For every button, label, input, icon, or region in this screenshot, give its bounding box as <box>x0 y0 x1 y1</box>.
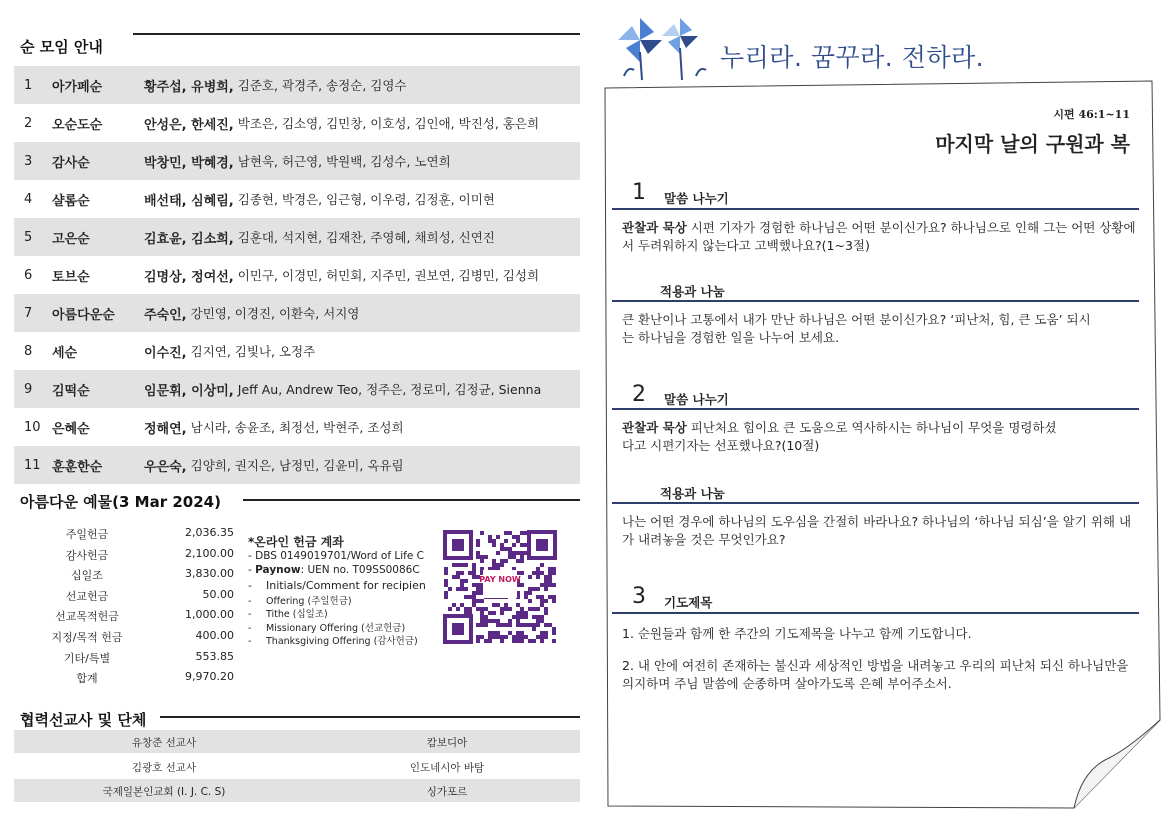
group-number: 2 <box>24 115 33 131</box>
group-name: 김떡순 <box>52 383 90 399</box>
group-leaders: 배선태, 심혜림, <box>144 193 234 209</box>
group-leaders: 김효윤, 김소희, <box>144 231 234 247</box>
group-number: 8 <box>24 343 33 359</box>
banner-slogan: 누리라. 꿈꾸라. 전하라. <box>720 43 985 72</box>
account-item: - Missionary Offering (선교헌금) <box>248 622 406 634</box>
offering-label: 선교목적헌금 <box>55 610 119 624</box>
group-number: 6 <box>24 267 33 283</box>
group-name: 아가페순 <box>52 79 103 95</box>
account-item-text: Tithe (십일조) <box>266 609 328 620</box>
group-name: 샬롬순 <box>52 193 90 209</box>
section-1-sub-line <box>612 300 1139 302</box>
paynow-uen: : UEN no. T09SS0086C <box>300 564 420 576</box>
group-leaders: 정해연, <box>144 421 187 437</box>
group-row <box>14 408 580 446</box>
group-row <box>14 370 580 408</box>
group-name: 세순 <box>52 345 78 361</box>
account-title: *온라인 헌금 계좌 <box>248 535 344 549</box>
mission-row <box>14 755 580 778</box>
offering-value: 50.00 <box>202 587 234 601</box>
prayer-item-1: 1. 순원들과 함께 한 주간의 기도제목을 나누고 함께 기도합니다. <box>622 626 972 641</box>
group-leaders: 임문휘, 이상미, <box>144 383 234 399</box>
mission-place: 싱가포르 <box>426 786 468 798</box>
section-3-heading: 기도제목 <box>664 595 713 610</box>
pinwheel-icon <box>612 12 712 82</box>
group-row <box>14 104 580 142</box>
group-row <box>14 142 580 180</box>
group-row <box>14 66 580 104</box>
group-name: 고은순 <box>52 231 90 247</box>
offering-label: 지정/목적 헌금 <box>51 631 123 644</box>
group-members: Jeff Au, Andrew Teo, 정주은, 정로미, 김정균, Sienna <box>237 382 542 397</box>
group-number: 9 <box>24 381 33 397</box>
mission-place: 인도네시아 바탐 <box>409 761 485 774</box>
groups-title-rule <box>133 33 580 35</box>
missions-title: 협력선교사 및 단체 <box>20 711 147 729</box>
group-row <box>14 294 580 332</box>
section-3-number: 3 <box>632 584 646 609</box>
paynow-qr-code <box>443 530 557 644</box>
group-name: 훈훈한순 <box>52 459 103 475</box>
account-item: - Offering (주일헌금) <box>248 595 352 607</box>
offering-value: 400.00 <box>195 629 234 642</box>
account-item: - Thanksgiving Offering (감사헌금) <box>248 636 418 647</box>
group-leaders: 주숙인, <box>144 307 187 323</box>
group-row <box>14 332 580 370</box>
account-item-text: Missionary Offering (선교헌금) <box>266 622 406 634</box>
prayer-item-2: 2. 내 안에 여전히 존재하는 불신과 세상적인 방법을 내려놓고 우리의 피난처 되신 하나님만을 의지하며 주님 말씀에 순종하며 살아가도록 은혜 부어주소서. <box>622 658 1129 691</box>
offering-label: 선교헌금 <box>65 589 109 603</box>
section-1-heading: 말씀 나누기 <box>664 191 729 206</box>
offering-label: 십일조 <box>71 569 103 583</box>
group-number: 11 <box>24 457 41 473</box>
section-1-lead: 관찰과 묵상 <box>622 220 687 235</box>
group-number: 1 <box>24 77 33 93</box>
group-members: 김지연, 김빛나, 오정주 <box>190 344 316 359</box>
group-number: 10 <box>24 419 41 435</box>
offering-label: 합계 <box>76 672 98 686</box>
account-item-text: Initials/Comment for recipien <box>266 579 426 592</box>
group-members: 남시라, 송윤조, 최정선, 박현주, 조성희 <box>190 420 404 435</box>
account-paynow: - Paynow: UEN no. T09SS0086C <box>248 564 420 576</box>
group-row <box>14 256 580 294</box>
scripture-reference: 시편 46:1~11 <box>1053 108 1130 121</box>
mission-name: 유창준 선교사 <box>131 737 197 749</box>
group-row <box>14 446 580 484</box>
group-leaders: 이수진, <box>144 345 187 361</box>
offering-label: 주일헌금 <box>65 528 109 541</box>
group-row <box>14 218 580 256</box>
account-dbs: - DBS 0149019701/Word of Life C <box>248 550 424 562</box>
mission-name: 김광호 선교사 <box>131 761 197 774</box>
group-name: 아름다운순 <box>52 307 115 323</box>
sermon-title: 마지막 날의 구원과 복 <box>935 132 1130 156</box>
section-2-line <box>612 408 1139 410</box>
section-2-sub-line <box>612 502 1139 504</box>
group-leaders: 안성은, 한세진, <box>144 117 234 133</box>
offering-value: 2,100.00 <box>185 546 234 560</box>
section-1-subheading: 적용과 나눔 <box>660 284 725 299</box>
section-2-question <box>622 419 1062 455</box>
section-1-number: 1 <box>632 180 646 205</box>
group-row <box>14 180 580 218</box>
group-members: 이민구, 이경민, 허민회, 지주민, 권보연, 김병민, 김성희 <box>237 268 540 283</box>
section-1-question <box>622 219 1137 255</box>
section-1-application: 큰 환난이나 고통에서 내가 만난 하나님은 어떤 분이신가요? ‘피난처, 힘, 큰 도움’ 되시는 하나님을 경험한 일을 나누어 보세요. <box>622 312 1091 345</box>
group-members: 김종현, 박경은, 임근형, 이우령, 김정훈, 이미현 <box>237 192 495 207</box>
group-leaders: 우은숙, <box>144 459 187 475</box>
paynow-label: Paynow <box>255 564 301 576</box>
account-item: - Initials/Comment for recipien <box>248 579 426 592</box>
group-name: 토브순 <box>52 269 90 285</box>
group-members: 박조은, 김소영, 김민창, 이호성, 김인애, 박진성, 홍은희 <box>237 116 540 131</box>
offering-label: 감사헌금 <box>65 548 109 562</box>
mission-name: 국제일본인교회 (I. J. C. S) <box>102 786 226 798</box>
offering-title-rule <box>243 499 580 501</box>
groups-title: 순 모임 안내 <box>20 38 103 56</box>
account-item-text: Offering (주일헌금) <box>266 595 352 607</box>
section-2-text: 피난처요 힘이요 큰 도움으로 역사하시는 하나님이 무엇을 명령하셨다고 시편기자는 선포했나요?(10절) <box>622 420 1057 453</box>
offering-value: 9,970.20 <box>185 670 234 684</box>
offering-label: 기타/특별 <box>63 651 111 665</box>
group-members: 김양희, 권지은, 남정민, 김윤미, 옥유림 <box>190 458 404 473</box>
mission-place: 캄보디아 <box>426 737 468 749</box>
account-item: - Tithe (십일조) <box>248 609 328 620</box>
group-number: 7 <box>24 305 33 321</box>
qr-paynow-text: PAY NOW <box>479 575 521 584</box>
group-leaders: 황주섭, 유병희, <box>144 79 234 95</box>
offering-title: 아름다운 예물(3 Mar 2024) <box>20 493 221 511</box>
account-item-text: Thanksgiving Offering (감사헌금) <box>266 636 418 647</box>
offering-value: 1,000.00 <box>185 608 234 622</box>
offering-value: 3,830.00 <box>185 567 234 581</box>
offering-value: 2,036.35 <box>185 526 234 539</box>
mission-row <box>14 779 580 802</box>
section-1-text: 시편 기자가 경험한 하나님은 어떤 분이신가요? 하나님으로 인해 그는 어떤 상황에서 두려워하지 않는다고 고백했나요?(1~3절) <box>622 220 1136 253</box>
group-name: 은혜순 <box>52 421 90 437</box>
group-number: 3 <box>24 153 33 169</box>
group-members: 김훈대, 석지현, 김재찬, 주영혜, 채희성, 신연진 <box>237 230 495 245</box>
section-3-line <box>612 612 1139 614</box>
group-members: 김준호, 곽경주, 송정순, 김영수 <box>237 78 407 93</box>
group-leaders: 박창민, 박혜경, <box>144 155 234 171</box>
section-2-number: 2 <box>632 382 646 407</box>
group-number: 4 <box>24 191 33 207</box>
group-members: 강민영, 이경진, 이환숙, 서지영 <box>190 306 360 321</box>
group-leaders: 김명상, 정여선, <box>144 269 234 285</box>
section-1-line <box>612 208 1139 210</box>
section-2-heading: 말씀 나누기 <box>664 392 729 407</box>
group-name: 감사순 <box>52 155 90 171</box>
offering-value: 553.85 <box>195 649 234 663</box>
group-members: 남현욱, 허근영, 박원백, 김성수, 노연희 <box>237 154 451 169</box>
group-number: 5 <box>24 229 33 245</box>
group-name: 오순도순 <box>52 117 103 133</box>
mission-row <box>14 730 580 753</box>
section-2-subheading: 적용과 나눔 <box>660 486 725 501</box>
section-2-application: 나는 어떤 경우에 하나님의 도우심을 간절히 바라나요? 하나님의 ‘하나님 되심’을 알기 위해 내가 내려놓을 것은 무엇인가요? <box>622 514 1132 547</box>
section-2-lead: 관찰과 묵상 <box>622 420 687 435</box>
missions-title-rule <box>160 716 580 718</box>
